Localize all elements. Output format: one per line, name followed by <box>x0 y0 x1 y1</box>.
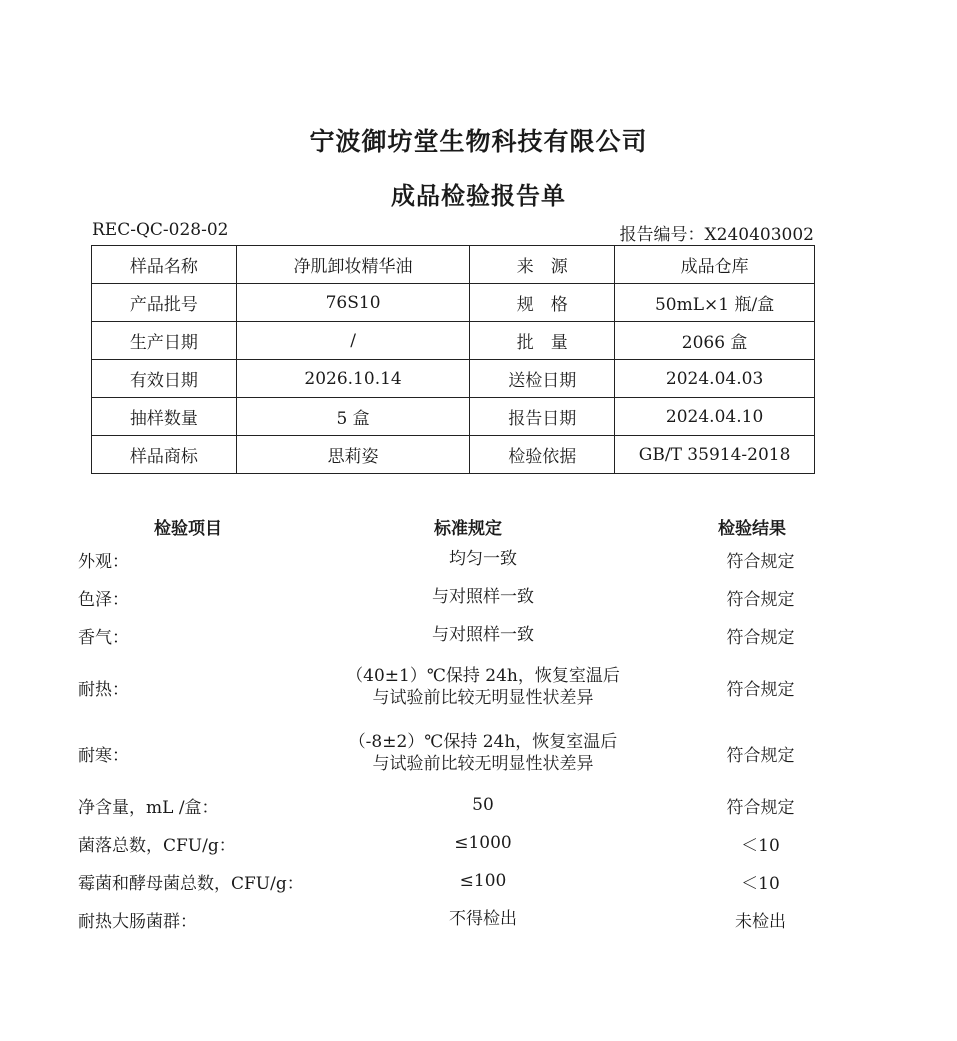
standard-line: 与试验前比较无明显性状差异 <box>372 688 594 708</box>
test-item: 耐寒： <box>78 745 129 766</box>
test-item: 色泽： <box>78 589 129 610</box>
info-label: 送检日期 <box>470 360 615 398</box>
test-row <box>78 578 888 616</box>
test-row <box>78 824 888 862</box>
table-row <box>92 398 815 436</box>
test-standard <box>308 908 658 930</box>
info-label: 有效日期 <box>92 360 237 398</box>
table-row <box>92 322 815 360</box>
standard-line: （-8±2）℃保持 24h，恢复室温后 <box>348 732 618 752</box>
test-result: ＜10 <box>741 873 780 894</box>
standard-line: 与试验前比较无明显性状差异 <box>372 754 594 774</box>
header-standard: 标准规定 <box>434 519 502 539</box>
info-label: 抽样数量 <box>92 398 237 436</box>
test-standard <box>308 624 658 646</box>
test-item: 菌落总数，CFU/g： <box>78 835 236 856</box>
standard-line: ≤1000 <box>454 833 512 853</box>
standard-line: （40±1）℃保持 24h，恢复室温后 <box>346 666 620 686</box>
table-row <box>92 360 815 398</box>
test-standard <box>308 832 658 854</box>
report-number: 报告编号：X240403002 <box>619 225 814 245</box>
sample-info-table <box>91 245 815 474</box>
info-value: 5 盒 <box>236 398 470 436</box>
test-row <box>78 786 888 824</box>
standard-line: 均匀一致 <box>449 549 517 569</box>
info-label: 检验依据 <box>470 436 615 474</box>
test-result: 未检出 <box>735 911 786 932</box>
test-item: 霉菌和酵母菌总数，CFU/g： <box>78 873 304 894</box>
test-row <box>78 862 888 900</box>
standard-line: 与对照样一致 <box>432 587 534 607</box>
standard-line: 与对照样一致 <box>432 625 534 645</box>
info-value: 2024.04.10 <box>615 398 815 436</box>
standard-line: 50 <box>472 795 494 815</box>
info-label: 生产日期 <box>92 322 237 360</box>
test-header <box>78 510 888 540</box>
header-item: 检验项目 <box>154 519 222 539</box>
test-result: 符合规定 <box>726 679 795 700</box>
info-value: / <box>236 322 470 360</box>
test-standard <box>308 665 658 709</box>
table-row <box>92 436 815 474</box>
test-row <box>78 654 888 720</box>
test-results <box>78 510 888 938</box>
test-row <box>78 900 888 938</box>
test-standard <box>308 731 658 775</box>
table-row <box>92 246 815 284</box>
header-result: 检验结果 <box>718 519 786 539</box>
info-value: 净肌卸妆精华油 <box>236 246 470 284</box>
info-value: 2024.04.03 <box>615 360 815 398</box>
test-item: 耐热大肠菌群： <box>78 911 197 932</box>
info-value: 思莉姿 <box>236 436 470 474</box>
company-name: 宁波御坊堂生物科技有限公司 <box>309 127 648 156</box>
test-item: 香气： <box>78 627 129 648</box>
info-value: 76S10 <box>236 284 470 322</box>
info-value: 2066 盒 <box>615 322 815 360</box>
test-row <box>78 616 888 654</box>
test-standard <box>308 548 658 570</box>
info-value: GB/T 35914-2018 <box>615 436 815 474</box>
info-label: 规 格 <box>470 284 615 322</box>
test-item: 耐热： <box>78 679 129 700</box>
info-label: 来 源 <box>470 246 615 284</box>
test-result: 符合规定 <box>726 627 795 648</box>
test-result: 符合规定 <box>726 551 795 572</box>
info-value: 50mL×1 瓶/盒 <box>615 284 815 322</box>
info-value: 成品仓库 <box>615 246 815 284</box>
test-standard <box>308 870 658 892</box>
info-label: 报告日期 <box>470 398 615 436</box>
test-standard <box>308 794 658 816</box>
test-result: ＜10 <box>741 835 780 856</box>
form-code: REC-QC-028-02 <box>92 220 229 240</box>
test-item: 外观： <box>78 551 129 572</box>
test-result: 符合规定 <box>726 745 795 766</box>
info-label: 批 量 <box>470 322 615 360</box>
info-label: 产品批号 <box>92 284 237 322</box>
info-value: 2026.10.14 <box>236 360 470 398</box>
info-label: 样品商标 <box>92 436 237 474</box>
document-title: 成品检验报告单 <box>391 182 566 210</box>
test-row <box>78 540 888 578</box>
standard-line: ≤100 <box>459 871 507 891</box>
standard-line: 不得检出 <box>449 909 517 929</box>
test-item: 净含量，mL /盒： <box>78 797 219 818</box>
test-standard <box>308 586 658 608</box>
test-result: 符合规定 <box>726 589 795 610</box>
info-label: 样品名称 <box>92 246 237 284</box>
test-result: 符合规定 <box>726 797 795 818</box>
test-row <box>78 720 888 786</box>
table-row <box>92 284 815 322</box>
